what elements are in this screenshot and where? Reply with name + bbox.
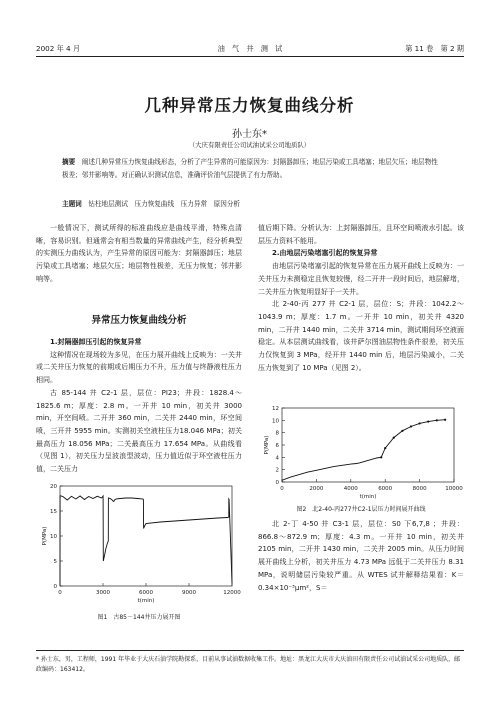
example-3-paragraph: 北 2-丁 4-50 井 C3-1 层，层位：S0 下6,7,8 ；井段：866.8～872.9 m；厚度：4.3 m。一开井 10 min，初关井 2105 min，二开井 1430 min，二关井 2005 min。从压力时间展开曲线上分析，初关井压力 4.73 MPa 远低于二关井压力 8.31 MPa，说明储层污染较严重。从 WTES 试井解释结果看：K＝0.34×10⁻³μm²，S＝ (258, 520, 464, 592)
footnote: * 孙士东，男，工程师，1991 年毕业于大庆石油学院勘探系，目前从事试油数据收集工作。地址：黑龙江大庆市大庆油田有限责任公司试油试采公司地质队，邮政编码：163412。 (36, 656, 461, 673)
fig1-ytick-label: 15 (50, 509, 57, 515)
right-column-tail (258, 518, 464, 594)
figure-1-chart (36, 480, 242, 608)
left-column-intro (36, 222, 242, 286)
intro-paragraph: 一般情况下，测试所得的标准曲线应是曲线平滑，特殊点清晰，容易识别。但通常会有相当数量的异常曲线产生，经分析典型的实测压力曲线认为，产生异常的原因可能为：封隔器卸压；地层污染或工具堵塞；地层欠压；地层物性极差，无压力恢复；邻井影响等。 (36, 224, 242, 283)
figure-2-plot (264, 406, 463, 500)
fig2-data-point (436, 419, 438, 421)
fig2-ytick-label: 12 (272, 406, 279, 412)
figure-2-chart (258, 402, 464, 502)
fig1-xtick-label: 0 (58, 590, 62, 596)
keywords-text: 钻柱地层测试 压力恢复曲线 压力异常 原因分析 (88, 200, 241, 208)
right-column-body (258, 222, 464, 374)
fig1-xtick-label: 6000 (139, 590, 153, 596)
subsection-1-paragraph-1: 这种情况在现场较为多见，在压力展开曲线上反映为：一关井或二关井压力恢复的前期或后期压力不升，压力值与终静液柱压力相同。 (36, 350, 242, 385)
header-volume: 第 11 卷 第 2 期 (405, 44, 464, 53)
fig2-xtick-label: 8000 (412, 486, 427, 492)
paper-title: 几种异常压力恢复曲线分析 (144, 96, 355, 115)
subsection-2-paragraph-2: 北 2-40-丙 277 井 C2-1 层，层位：S；井段：1042.2～1043.9 m；厚度：1.7 m。一开井 10 min，初关井 4320 min，二开井 1440 min，二关井 3714 min，测试期间环空液面稳定。从本层测试曲线看，该井萨尔图油层物性条件很差，初关压力仅恢复到 3 MPa，经开井 1440 min 后，地层污染减小，二关压力恢复到了 10 MPa（见图 2）。 (258, 300, 464, 372)
fig2-data-point (419, 422, 421, 424)
subsection-2-title: 2.由地层污染堵塞引起的恢复异常 (272, 249, 378, 258)
fig1-series-line (60, 496, 232, 586)
fig2-ytick-label: 2 (275, 467, 279, 474)
fig2-plot-frame (282, 408, 454, 482)
fig2-xtick-label: 0 (280, 486, 284, 492)
fig1-ytick-label: 5 (53, 559, 57, 565)
fig2-ytick-label: 8 (275, 430, 279, 437)
fig2-data-point (401, 430, 403, 432)
subsection-1-title: 1.封隔器卸压引起的恢复异常 (50, 338, 142, 346)
abstract-text: 阐述几种异常压力恢复曲线形态，分析了产生异常的可能原因为：封隔器卸压；地层污染或工具堵塞；地层欠压；地层物性极差；邻井影响等。对正确认识测试信息，准确评价油气层提供了有力帮助。 (62, 158, 438, 179)
abstract (62, 156, 442, 182)
fig2-series-line (282, 420, 445, 482)
fig2-ytick-label: 4 (275, 455, 279, 462)
fig1-xtick-label: 3000 (96, 590, 110, 596)
fig2-data-point (427, 420, 429, 422)
fig2-xtick-label: 10000 (445, 486, 463, 492)
fig1-ytick-label: 20 (50, 484, 57, 490)
fig1-ytick-label: 10 (50, 534, 57, 540)
fig2-xtick-label: 2000 (309, 486, 324, 492)
author-affiliation: （大庆有限责任公司试油试采公司地质队） (188, 141, 311, 149)
figure-1-caption: 图1 古85－144井压力展开图 (97, 614, 181, 621)
subsection-1-paragraph-2: 古 85-144 井 C2-1 层，层位：PI23；井段：1828.4～1825.6 m；厚度：2.8 m。一开井 10 min，初关井 3000 min，开空间喷。二开井 360 min，二关井 2440 min，环空间喷，三开井 5955 min。实测初关空液柱压力18.046 MPa；初关最高压力 18.056 MPa；二关最高压力 17.654 MPa。从曲线看（见图 1），初关压力呈波浪型波动，压力值近似于环空液柱压力值，二关压力 (36, 388, 242, 474)
fig2-ytick-label: 10 (272, 418, 279, 425)
author-name: 孙士东* (232, 129, 267, 140)
section-title: 异常压力恢复曲线分析 (91, 315, 187, 326)
left-column-body (36, 336, 242, 476)
fig2-data-point (384, 447, 386, 449)
keywords-label: 主题词 (62, 200, 82, 208)
fig1-plot-frame (60, 486, 232, 586)
footnote-rule (36, 650, 464, 651)
fig1-ylabel: P(MPa) (42, 526, 48, 546)
fig2-data-point (380, 456, 382, 458)
fig1-xlabel: t(min) (137, 598, 155, 604)
continuation-paragraph: 值后期下降。分析认为：上封隔器卸压，且环空间喷液水引起。该层压力资料不能用。 (258, 224, 464, 245)
keywords (62, 198, 442, 208)
abstract-label: 摘要 (62, 158, 76, 166)
fig1-xtick-label: 9000 (182, 590, 196, 596)
fig2-data-point (410, 425, 412, 427)
header-rule (36, 56, 464, 57)
fig1-xtick-label: 12000 (223, 590, 241, 596)
header-issue-date: 2002 年 4 月 (36, 44, 81, 53)
fig2-xlabel: t(min) (359, 494, 377, 500)
header-journal-name: 油 气 井 测 试 (217, 44, 283, 53)
fig2-ytick-label: 0 (275, 480, 279, 486)
fig1-ytick-label: 0 (53, 584, 57, 590)
subsection-2-paragraph-1: 由地层污染堵塞引起的恢复异常在压力展开曲线上反映为：一关井压力未测稳定且恢复较慢，经二开井一段时间后，地层解堵，二关井压力恢复明显好于一关井。 (258, 262, 464, 296)
figure-1-plot (42, 484, 241, 604)
fig2-xtick-label: 6000 (378, 486, 393, 492)
figure-2-caption: 图2 北2-40-丙277井C2-1层压力时间展开曲线 (296, 506, 426, 513)
fig2-ytick-label: 6 (275, 443, 279, 449)
fig2-xtick-label: 4000 (343, 486, 358, 492)
fig2-ylabel: P(MPa) (264, 435, 270, 455)
fig2-data-point (393, 437, 395, 439)
fig2-data-point (444, 419, 446, 421)
